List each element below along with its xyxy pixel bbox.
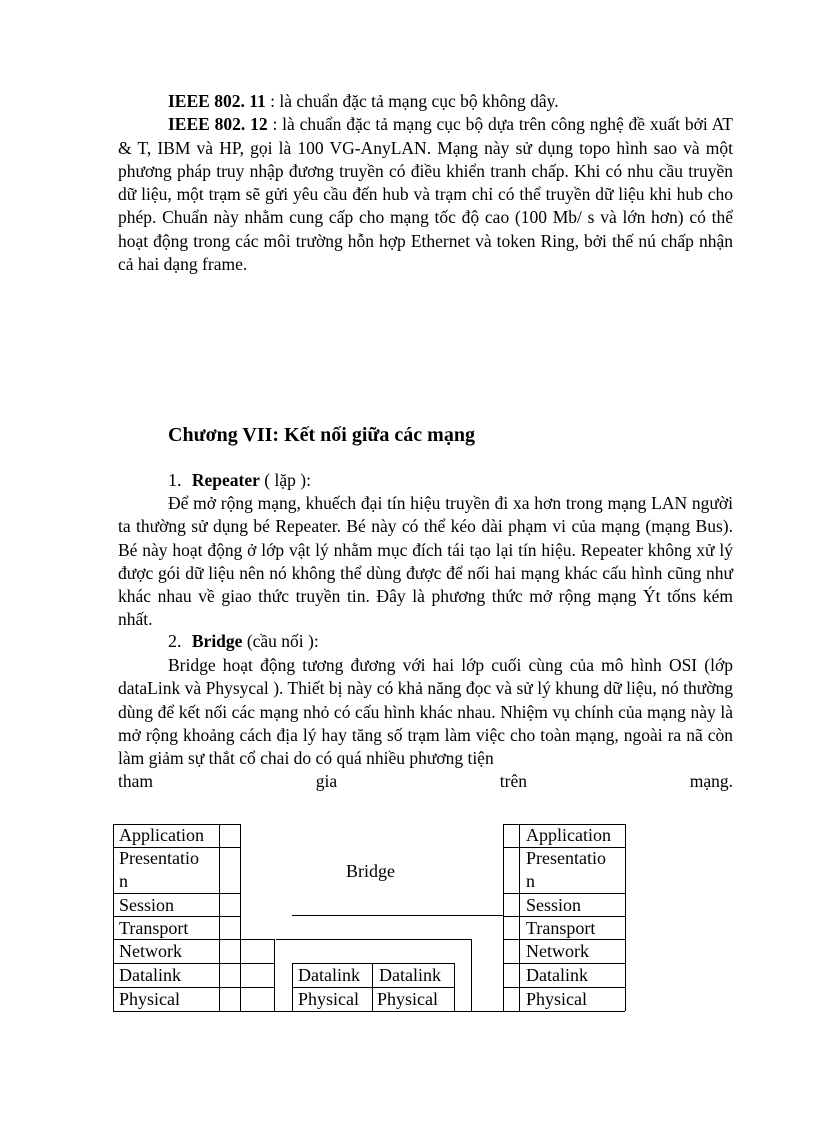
left-layer-application: Application	[119, 825, 204, 845]
section-subtitle: ( lặp ):	[259, 470, 311, 490]
repeater-body: Để mở rộng mạng, khuếch đại tín hiệu truyền đi xa hơn trong mạng LAN người ta thường sử dụng bé Repeater. Bé này có thể kéo dài phạm vi của mạng (mạng Bus). Bé này hoạt động ở lớp vật lý nhằm mục đích tái tạo lại tín hiệu. Repeater không xử lý được gói dữ liệu nên nó không thể dùng được để nối hai mạng khác cấu hình cũng như khác nhau về giao thức truyền tin. Đây là phương thức mở rộng mạng Ýt tốns kém nhất.	[118, 493, 733, 630]
ieee-802-12-paragraph	[118, 113, 733, 276]
ieee-paragraphs	[118, 90, 733, 276]
ieee-802-12-term: IEEE 802. 12	[168, 114, 268, 135]
section-repeater-heading	[168, 470, 311, 491]
mid-right-physical: Physical	[377, 989, 438, 1009]
left-layer-session: Session	[119, 895, 175, 915]
section-title: Bridge	[191, 631, 243, 651]
right-layer-datalink: Datalink	[526, 965, 588, 985]
repeater-paragraph	[118, 492, 733, 632]
left-layer-network: Network	[119, 941, 182, 961]
left-layer-datalink: Datalink	[119, 965, 181, 985]
right-layer-presentation: Presentatio	[526, 848, 606, 868]
left-layer-presentation: Presentatio	[119, 848, 199, 868]
section-number: 1.	[168, 470, 182, 490]
bridge-body: Bridge hoạt động tương đương với hai lớp cuối cùng của mô hình OSI (lớp dataLink và Physycal ). Thiết bị này có khả năng đọc và sử lý khung dữ liệu, nó thường dùng để kết nối các mạng nhỏ có cấu hình khác nhau. Nhiệm vụ chính của mạng này là mở rộng khoảng cách địa lý hay tăng số trạm làm việc cho toàn mạng, ngoài ra nã còn làm giảm sự thắt cổ chai do có quá nhiều phương tiện	[118, 655, 733, 769]
word: mạng.	[689, 771, 733, 792]
mid-right-datalink: Datalink	[379, 965, 441, 985]
mid-left-physical: Physical	[298, 989, 359, 1009]
ieee-802-12-text: : là chuẩn đặc tả mạng cục bộ dựa trên công nghệ đề xuất bởi AT & T, IBM và HP, gọi là 100 VG-AnyLAN. Mạng này sử dụng topo hình sao và một phương pháp truy nhập đương truyền có điều khiển tranh chấp. Khi có nhu cầu truyền dữ liệu, một trạm sẽ gửi yêu cầu đến hub và trạm chỉ có thể truyền dữ liệu khi hub cho phép. Chuẩn này nhằm cung cấp cho mạng tốc độ cao (100 Mb/ s và lớn hơn) có thể hoạt động trong các môi trường hỗn hợp Ethernet và token Ring, bởi thế nú chấp nhận cả hai dạng frame.	[118, 114, 733, 275]
ieee-802-11-term: IEEE 802. 11	[168, 91, 266, 111]
left-layer-physical: Physical	[119, 989, 180, 1009]
bridge-paragraph	[118, 654, 733, 794]
mid-left-datalink: Datalink	[298, 965, 360, 985]
section-bridge-heading	[168, 631, 319, 652]
right-layer-transport: Transport	[526, 918, 596, 938]
left-layer-presentation-wrap: n	[119, 871, 128, 891]
section-number: 2.	[168, 631, 182, 651]
bridge-body-last-line	[118, 770, 733, 793]
word: trên	[499, 771, 528, 792]
ieee-802-11-paragraph	[118, 90, 733, 113]
left-layer-transport: Transport	[119, 918, 189, 938]
section-title: Repeater	[191, 470, 260, 490]
word: tham	[118, 771, 153, 792]
bridge-label: Bridge	[346, 861, 395, 881]
right-layer-session: Session	[526, 895, 582, 915]
chapter-title: Chương VII: Kết nối giữa các mạng	[168, 424, 475, 446]
word: gia	[315, 771, 338, 792]
ieee-802-11-text: : là chuẩn đặc tả mạng cục bộ không dây.	[265, 91, 559, 111]
right-layer-network: Network	[526, 941, 589, 961]
right-layer-presentation-wrap: n	[526, 871, 535, 891]
right-layer-physical: Physical	[526, 989, 587, 1009]
section-subtitle: (cầu nối ):	[242, 631, 319, 651]
right-layer-application: Application	[526, 825, 611, 845]
